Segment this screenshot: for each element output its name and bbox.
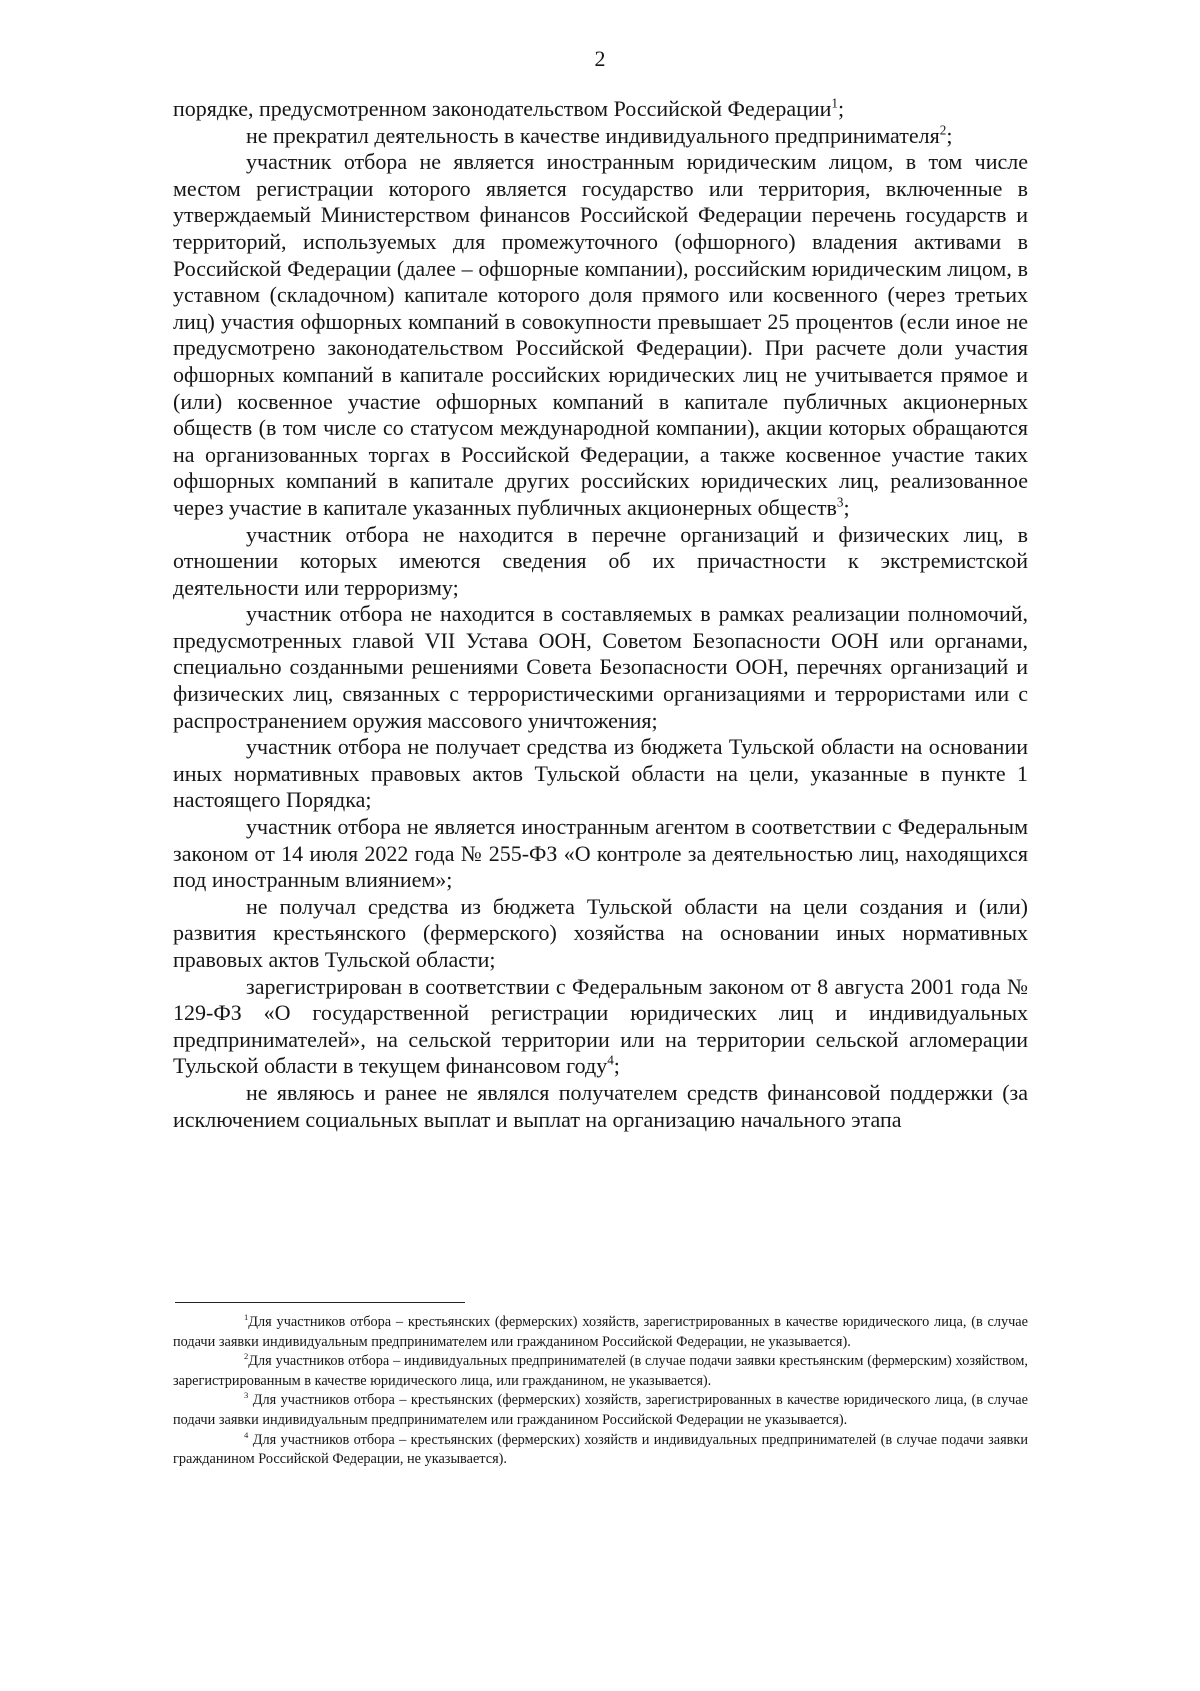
paragraph-punctuation: ; xyxy=(843,494,850,520)
footnote-marker: 2 xyxy=(244,1351,249,1362)
body-paragraph xyxy=(173,601,1028,734)
paragraph-punctuation: ; xyxy=(838,96,845,121)
footnote-text: Для участников отбора – крестьянских (фермерских) хозяйств и индивидуальных предпринимателей (в случае подачи заявки гражданином Российской Федерации, не указывается). xyxy=(173,1431,1028,1468)
footnote xyxy=(173,1391,1028,1430)
body-paragraph xyxy=(173,1080,1028,1133)
body-paragraph xyxy=(173,149,1028,521)
document-body xyxy=(173,96,1028,1133)
paragraph-text: участник отбора не получает средства из бюджета Тульской области на основании иных нормативных правовых актов Тульской области на цели, указанные в пункте 1 настоящего Порядка; xyxy=(173,734,1028,813)
paragraph-text: порядке, предусмотренном законодательством Российской Федерации xyxy=(173,96,832,121)
footnote xyxy=(173,1313,1028,1352)
body-paragraph xyxy=(173,734,1028,814)
paragraph-text: не прекратил деятельность в качестве индивидуального предпринимателя xyxy=(246,122,940,148)
footnote-separator xyxy=(175,1302,465,1303)
footnote-text: Для участников отбора – крестьянских (фермерских) хозяйств, зарегистрированных в качестве юридического лица, (в случае подачи заявки индивидуальным предпринимателем или гражданином Российской Федерации, не указывается). xyxy=(173,1314,1028,1350)
footnote-marker: 1 xyxy=(244,1312,249,1323)
paragraph-punctuation: ; xyxy=(613,1053,620,1079)
body-paragraph xyxy=(173,123,1028,150)
footnote-reference: 4 xyxy=(607,1053,614,1069)
paragraph-text: участник отбора не является иностранным юридическим лицом, в том числе местом регистрации которого является государство или территория, включенные в утверждаемый Министерством финансов Российской Федерации перечень государств и территорий, используемых для промежуточного (офшорного) владения активами в Российской Федерации (далее – офшорные компании), российским юридическим лицом, в уставном (складочном) капитале которого доля прямого или косвенного (через третьих лиц) участия офшорных компаний в совокупности превышает 25 процентов (если иное не предусмотрено законодательством Российской Федерации). При расчете доли участия офшорных компаний в капитале российских юридических лиц не учитывается прямое и (или) косвенное участие офшорных компаний в капитале публичных акционерных обществ (в том числе со статусом международной компании), акции которых обращаются на организованных торгах в Российской Федерации, а также косвенное участие таких офшорных компаний в капитале других российских юридических лиц, реализованное через участие в капитале указанных публичных акционерных обществ xyxy=(173,149,1028,520)
body-paragraph xyxy=(173,894,1028,974)
paragraph-punctuation: ; xyxy=(946,122,953,148)
footnote-text: Для участников отбора – крестьянских (фермерских) хозяйств, зарегистрированных в качестве юридического лица, (в случае подачи заявки индивидуальным предпринимателем или гражданином Российской Федерации не указывается). xyxy=(173,1392,1028,1428)
body-paragraph xyxy=(173,974,1028,1080)
footnote xyxy=(173,1352,1028,1391)
paragraph-text: участник отбора не является иностранным агентом в соответствии с Федеральным законом от 14 июля 2022 года № 255-ФЗ «О контроле за деятельностью лиц, находящихся под иностранным влиянием»; xyxy=(173,814,1028,893)
footnote-reference: 2 xyxy=(939,122,947,138)
paragraph-text: участник отбора не находится в составляемых в рамках реализации полномочий, предусмотренных главой VII Устава ООН, Советом Безопасности ООН или органами, специально созданными решениями Совета Безопасности ООН, перечнях организаций и физических лиц, связанных с террористическими организациями и террористами или с распространением оружия массового уничтожения; xyxy=(173,601,1028,733)
paragraph-text: не являюсь и ранее не являлся получателем средств финансовой поддержки (за исключением социальных выплат и выплат на организацию начального этапа xyxy=(173,1079,1028,1132)
footnote-marker: 4 xyxy=(244,1429,249,1440)
footnote xyxy=(173,1431,1028,1470)
paragraph-text: не получал средства из бюджета Тульской области на цели создания и (или) развития крестьянского (фермерского) хозяйства на основании иных нормативных правовых актов Тульской области; xyxy=(173,893,1028,972)
page-number: 2 xyxy=(594,46,606,71)
footnote-text: Для участников отбора – индивидуальных предпринимателей (в случае подачи заявки крестьянским (фермерским) хозяйством, зарегистрированным в качестве юридического лица, или гражданином, не указывается). xyxy=(173,1353,1028,1389)
paragraph-text: зарегистрирован в соответствии с Федеральным законом от 8 августа 2001 года № 129-ФЗ «О государственной регистрации юридических лиц и индивидуальных предпринимателей», на сельской территории или на территории сельской агломерации Тульской области в текущем финансовом году xyxy=(173,973,1028,1079)
footnote-reference: 3 xyxy=(836,494,844,510)
footnote-reference: 1 xyxy=(831,95,839,111)
body-paragraph xyxy=(173,522,1028,602)
body-paragraph xyxy=(173,96,1028,123)
footnotes-section xyxy=(173,1313,1028,1470)
body-paragraph xyxy=(173,814,1028,894)
footnote-marker: 3 xyxy=(244,1390,249,1401)
paragraph-text: участник отбора не находится в перечне организаций и физических лиц, в отношении которых имеются сведения об их причастности к экстремистской деятельности или терроризму; xyxy=(173,521,1028,600)
